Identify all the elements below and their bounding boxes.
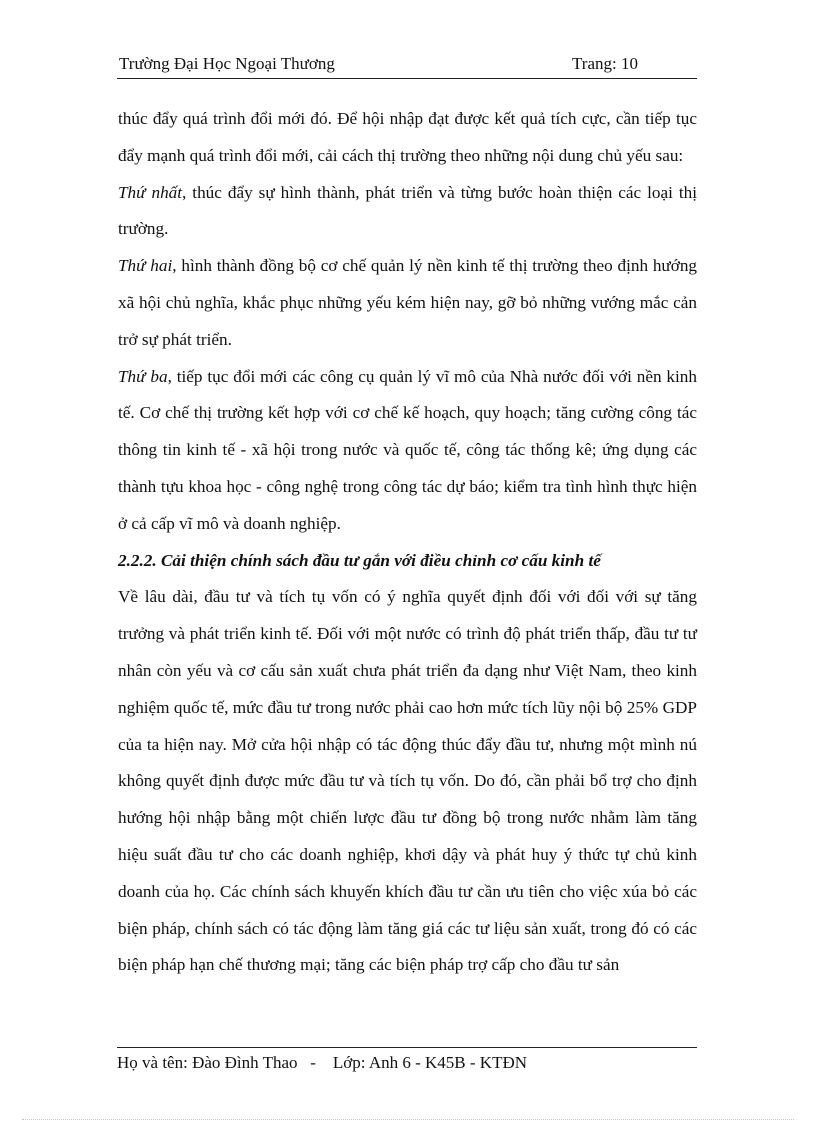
author-class-line: Họ và tên: Đào Đình Thao - Lớp: Anh 6 - K45B - KTĐN bbox=[117, 1053, 528, 1072]
paragraph-investment: Về lâu dài, đầu tư và tích tụ vốn có ý nghĩa quyết định đối với đối với sự tăng trưởng và phát triển kinh tế. Đối với một nước có trình độ phát triển thấp, đầu tư tư nhân còn yếu và cơ cấu sản xuất chưa phát triển đa dạng như Việt Nam, theo kinh nghiệm quốc tế, mức đầu tư trong nước phải cao hơn mức tích lũy nội bộ 25% GDP của ta hiện nay. Mở cửa hội nhập có tác động thúc đẩy đầu tư, nhưng một mình nú không quyết định được mức đầu tư và tích tụ vốn. Do đó, cần phải bổ trợ cho định hướng hội nhập bằng một chiến lược đầu tư đồng bộ trong nước nhằm làm tăng hiệu suất đầu tư cho các doanh nghiệp, khơi dậy và phát huy ý thức tự chủ kinh doanh của họ. Các chính sách khuyến khích đầu tư cần ưu tiên cho việc xúa bỏ các biện pháp, chính sách có tác động làm tăng giá các tư liệu sản xuất, trong đó có các biện pháp hạn chế thương mại; tăng các biện pháp trợ cấp cho đầu tư sản bbox=[118, 587, 697, 975]
third-point-lead: Thứ ba bbox=[118, 366, 168, 386]
page-edge-divider bbox=[22, 1119, 794, 1120]
document-body bbox=[118, 101, 697, 984]
first-point-text: , thúc đẩy sự hình thành, phát triển và từng bước hoàn thiện các loại thị trường. bbox=[118, 182, 697, 239]
school-name: Trường Đại Học Ngoại Thương bbox=[119, 54, 335, 73]
section-heading: 2.2.2. Cải thiện chính sách đầu tư gắn với điều chỉnh cơ cấu kinh tế bbox=[118, 550, 601, 570]
second-point-lead: Thứ hai bbox=[118, 256, 173, 276]
paragraph-intro: thúc đẩy quá trình đổi mới đó. Để hội nhập đạt được kết quả tích cực, cần tiếp tục đẩy mạnh quá trình đổi mới, cải cách thị trường theo những nội dung chủ yếu sau: bbox=[118, 109, 697, 165]
paragraph-second-point bbox=[118, 248, 697, 358]
page-header bbox=[117, 52, 697, 79]
second-point-text: , hình thành đồng bộ cơ chế quản lý nền kinh tế thị trường theo định hướng xã hội chủ nghĩa, khắc phục những yếu kém hiện nay, gỡ bỏ những vướng mắc cản trở sự phát triển. bbox=[118, 256, 698, 349]
page-footer bbox=[117, 1047, 697, 1073]
first-point-lead: Thứ nhất bbox=[118, 182, 183, 202]
page-number: Trang: 10 bbox=[572, 54, 638, 73]
paragraph-first-point bbox=[118, 175, 697, 249]
paragraph-third-point bbox=[118, 359, 697, 543]
third-point-text: , tiếp tục đổi mới các công cụ quản lý vĩ mô của Nhà nước đối với nền kinh tế. Cơ chế thị trường kết hợp với cơ chế kế hoạch, quy hoạch; tăng cường công tác thông tin kinh tế - xã hội trong nước và quốc tế, công tác thống kê; ứng dụng các thành tựu khoa học - công nghệ trong công tác dự báo; kiểm tra tình hình thực hiện ở cả cấp vĩ mô và doanh nghiệp. bbox=[118, 366, 697, 533]
